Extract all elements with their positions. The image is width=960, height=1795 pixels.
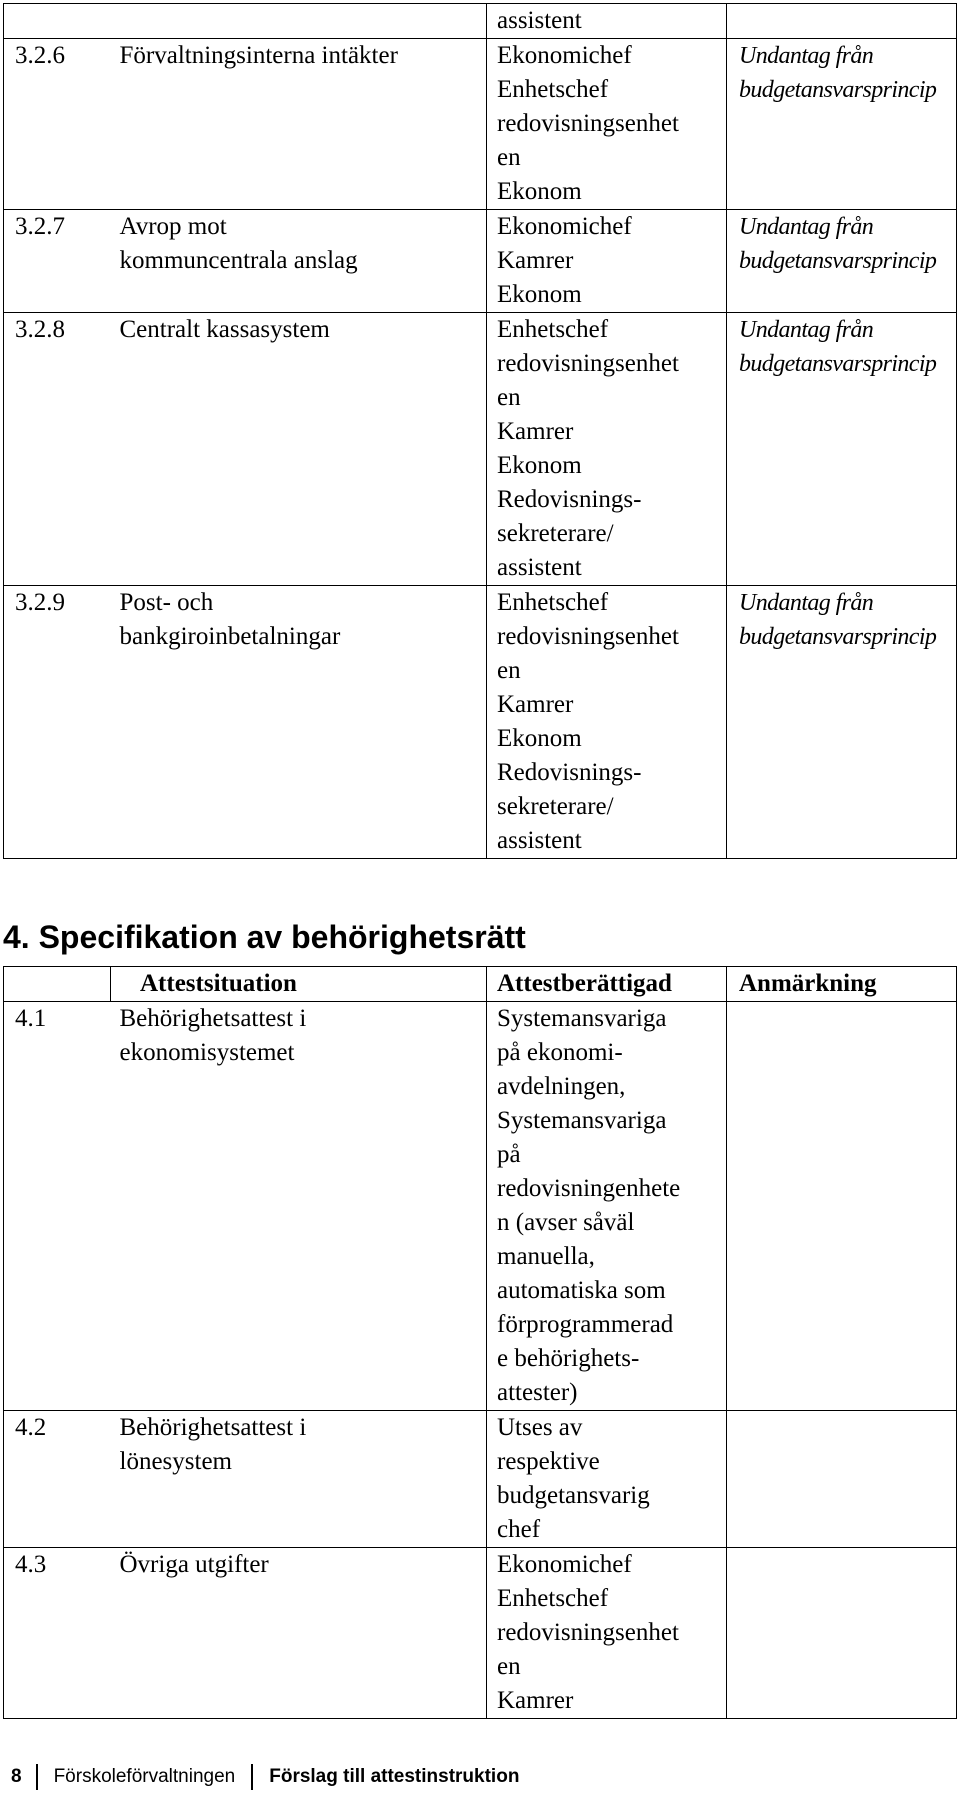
row-situation-line: Post- och — [119, 589, 214, 616]
row-situation-line: Övriga utgifter — [119, 1551, 269, 1578]
row-authorized-line: Enhetschef — [497, 589, 609, 616]
row-situation-line: kommuncentrala anslag — [119, 247, 358, 274]
row-authorized-line: Ekonomichef — [497, 1551, 632, 1578]
row-authorized-line: Ekonom — [497, 725, 582, 752]
row-authorized-line: Ekonom — [497, 178, 582, 205]
row-remark — [727, 1002, 957, 1411]
row-situation — [111, 1548, 487, 1719]
row-authorized-line: på ekonomi- — [497, 1039, 623, 1066]
row-number: 3.2.7 — [4, 210, 111, 313]
row-authorized — [487, 586, 727, 859]
row-authorized-line: Kamrer — [497, 1687, 574, 1714]
row-situation-line: Avrop mot — [119, 213, 227, 240]
row-authorized-line: Ekonomichef — [497, 213, 632, 240]
row-situation-line: Förvaltningsinterna intäkter — [119, 42, 398, 69]
row-remark-line: Undantag från — [739, 43, 874, 69]
row-authorized-line: automatiska som — [497, 1277, 666, 1304]
row-authorized — [487, 1548, 727, 1719]
row-number: 4.3 — [4, 1548, 111, 1719]
row-number: 3.2.8 — [4, 313, 111, 586]
row-authorized-line: förprogrammerad — [497, 1311, 674, 1338]
row-number: 3.2.9 — [4, 586, 111, 859]
row-authorized-line: Kamrer — [497, 247, 574, 274]
row-authorized-line: manuella, — [497, 1243, 595, 1270]
row-authorized-line: en — [497, 144, 521, 171]
table-row — [4, 586, 957, 859]
row-situation — [111, 1002, 487, 1411]
row-authorized-line: sekreterare/ — [497, 520, 614, 547]
row-authorized — [487, 1002, 727, 1411]
row-authorized-line: Kamrer — [497, 691, 574, 718]
row-authorized-line: Enhetschef — [497, 76, 609, 103]
table-row — [4, 313, 957, 586]
row-situation — [111, 1411, 487, 1548]
row-authorized-line: Ekonom — [497, 452, 582, 479]
row-remark-line: budgetansvarsprincip — [739, 77, 937, 103]
row-number: 4.1 — [4, 1002, 111, 1411]
row-authorized — [487, 1411, 727, 1548]
header-authorized: Attestberättigad — [487, 967, 727, 1002]
row-situation — [111, 313, 487, 586]
row-situation-line: Behörighetsattest i — [119, 1005, 307, 1032]
table-row — [4, 4, 957, 39]
row-situation-line: Behörighetsattest i — [119, 1414, 307, 1441]
table-row — [4, 210, 957, 313]
row-situation — [111, 586, 487, 859]
row-situation-line: ekonomisystemet — [119, 1039, 295, 1066]
row-authorized-line: redovisningsenhet — [497, 623, 679, 650]
row-remark — [727, 4, 957, 39]
row-number — [4, 4, 111, 39]
row-authorized-line: attester) — [497, 1379, 578, 1406]
footer-organization: Förskoleförvaltningen — [53, 1766, 236, 1787]
row-authorized-line: en — [497, 384, 521, 411]
row-authorized-line: redovisningsenhet — [497, 110, 679, 137]
row-situation — [111, 4, 487, 39]
row-authorized — [487, 210, 727, 313]
row-authorized-line: Kamrer — [497, 418, 574, 445]
row-authorized-line: chef — [497, 1516, 541, 1543]
authorization-table — [3, 3, 957, 859]
row-situation-line: Centralt kassasystem — [119, 316, 330, 343]
table-row — [4, 39, 957, 210]
row-authorized-line: redovisningenhete — [497, 1175, 681, 1202]
row-authorized-line: avdelningen, — [497, 1073, 626, 1100]
row-authorized-line: Redovisnings- — [497, 486, 642, 513]
row-situation — [111, 210, 487, 313]
row-situation-line: lönesystem — [119, 1448, 232, 1475]
row-authorized-line: Enhetschef — [497, 316, 609, 343]
row-remark — [727, 1548, 957, 1719]
row-authorized-line: Enhetschef — [497, 1585, 609, 1612]
row-authorized-line: Ekonom — [497, 281, 582, 308]
row-authorized-line: Systemansvariga — [497, 1005, 667, 1032]
row-remark-line: Undantag från — [739, 214, 874, 240]
table-row — [4, 1411, 957, 1548]
row-authorized-line: sekreterare/ — [497, 793, 614, 820]
row-authorized-line: Redovisnings- — [497, 759, 642, 786]
row-authorized-line: en — [497, 1653, 521, 1680]
table-row — [4, 1548, 957, 1719]
row-situation-line: bankgiroinbetalningar — [119, 623, 341, 650]
row-number: 3.2.6 — [4, 39, 111, 210]
row-authorized-line: e behörighets- — [497, 1345, 640, 1372]
header-situation: Attestsituation — [111, 967, 487, 1002]
row-authorized-line: assistent — [497, 827, 582, 854]
row-authorized-line: redovisningsenhet — [497, 350, 679, 377]
row-situation — [111, 39, 487, 210]
row-authorized-line: Utses av — [497, 1414, 583, 1441]
row-authorized-line: assistent — [497, 7, 582, 34]
row-authorized-line: assistent — [497, 554, 582, 581]
page-footer — [3, 1762, 519, 1792]
section-heading: 4. Specifikation av behörighetsrätt — [3, 919, 526, 955]
row-remark — [727, 313, 957, 586]
permissions-table — [3, 966, 957, 1719]
row-remark-line: Undantag från — [739, 590, 874, 616]
row-authorized-line: n (avser såväl — [497, 1209, 635, 1236]
row-authorized — [487, 39, 727, 210]
row-authorized-line: Ekonomichef — [497, 42, 632, 69]
header-remark: Anmärkning — [727, 967, 957, 1002]
row-remark-line: budgetansvarsprincip — [739, 624, 937, 650]
row-authorized-line: Systemansvariga — [497, 1107, 667, 1134]
row-authorized — [487, 313, 727, 586]
row-remark-line: budgetansvarsprincip — [739, 351, 937, 377]
row-remark-line: budgetansvarsprincip — [739, 248, 937, 274]
row-authorized-line: budgetansvarig — [497, 1482, 650, 1509]
page-number: 8 — [11, 1766, 22, 1787]
row-remark — [727, 586, 957, 859]
footer-document-title: Förslag till attestinstruktion — [269, 1766, 520, 1787]
row-remark — [727, 210, 957, 313]
table-row — [4, 1002, 957, 1411]
row-number: 4.2 — [4, 1411, 111, 1548]
row-remark-line: Undantag från — [739, 317, 874, 343]
row-authorized-line: redovisningsenhet — [497, 1619, 679, 1646]
row-authorized-line: på — [497, 1141, 521, 1168]
row-authorized-line: respektive — [497, 1448, 600, 1475]
row-remark — [727, 39, 957, 210]
row-authorized-line: en — [497, 657, 521, 684]
header-number — [4, 967, 111, 1002]
row-remark — [727, 1411, 957, 1548]
row-authorized — [487, 4, 727, 39]
